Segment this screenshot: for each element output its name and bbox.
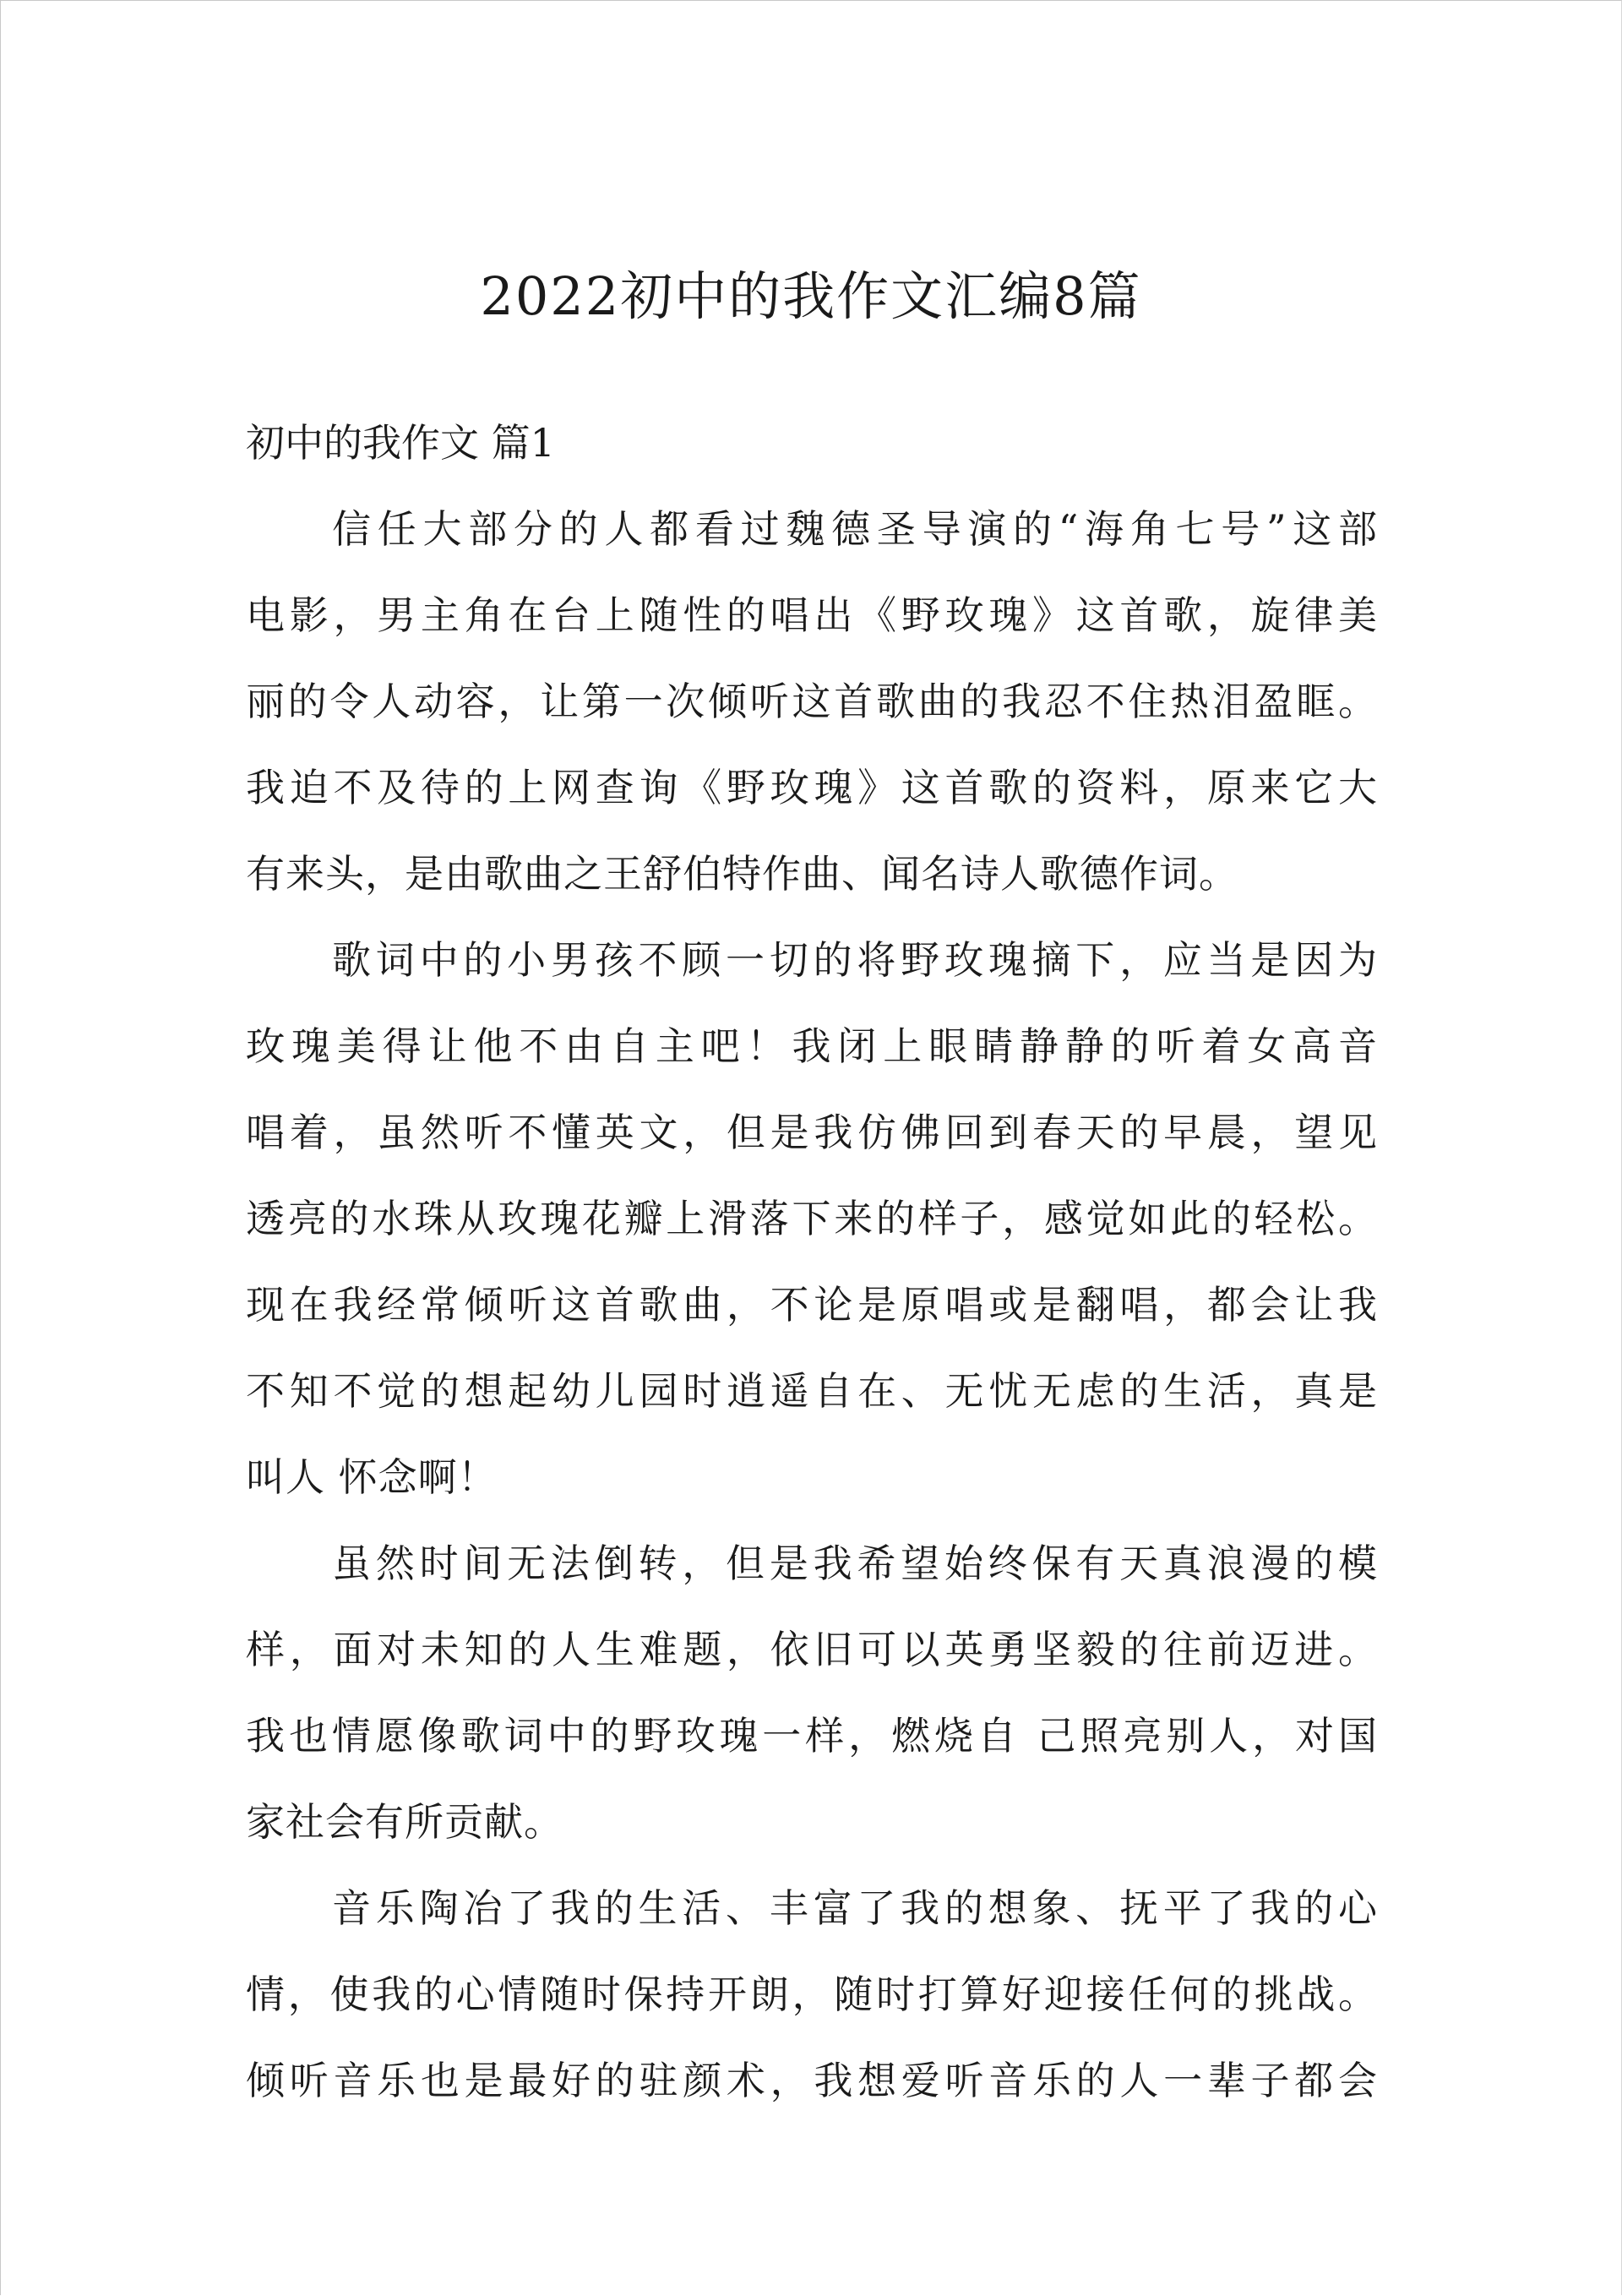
paragraph-4 (246, 1865, 1378, 2124)
paragraph-line: 叫人 怀念啊！ (246, 1454, 498, 1500)
paragraph-line: 信任大部分的人都看过魏德圣导演的“海角七号”这部 (332, 506, 1378, 552)
paragraph-line: 我也情愿像歌词中的野玫瑰一样，燃烧自 己照亮别人，对国 (246, 1713, 1378, 1759)
paragraph-line: 现在我经常倾听这首歌曲，不论是原唱或是翻唱，都会让我 (246, 1282, 1378, 1328)
paragraph-line: 电影，男主角在台上随性的唱出《野玫瑰》这首歌，旋律美 (246, 592, 1378, 638)
paragraph-line: 有来头，是由歌曲之王舒伯特作曲、闻名诗人歌德作词。 (246, 851, 1238, 897)
paragraph-line: 我迫不及待的上网查询《野玫瑰》这首歌的资料，原来它大 (246, 765, 1378, 810)
paragraph-3 (246, 1520, 1378, 1865)
document-body (246, 400, 1378, 2124)
section-heading: 初中的我作文 篇1 (246, 420, 555, 466)
paragraph-line: 歌词中的小男孩不顾一切的将野玫瑰摘下，应当是因为 (332, 937, 1378, 983)
paragraph-line: 透亮的水珠从玫瑰花瓣上滑落下来的样子，感觉如此的轻松。 (246, 1196, 1378, 1241)
document-title: 2022初中的我作文汇编8篇 (480, 265, 1142, 327)
paragraph-line: 倾听音乐也是最好的驻颜术，我想爱听音乐的人一辈子都会 (246, 2058, 1378, 2103)
paragraph-line: 玫瑰美得让他不由自主吧！我闭上眼睛静静的听着女高音 (246, 1023, 1378, 1069)
paragraph-line: 样，面对未知的人生难题，依旧可以英勇坚毅的往前迈进。 (246, 1627, 1378, 1672)
paragraph-2 (246, 917, 1378, 1520)
paragraph-1 (246, 486, 1378, 917)
paragraph-line: 虽然时间无法倒转，但是我希望始终保有天真浪漫的模 (332, 1541, 1378, 1586)
paragraph-line: 家社会有所贡献。 (246, 1799, 563, 1845)
paragraph-line: 丽的令人动容，让第一次倾听这首歌曲的我忍不住热泪盈眶。 (246, 679, 1378, 724)
paragraph-line: 唱着，虽然听不懂英文，但是我仿佛回到春天的早晨，望见 (246, 1110, 1378, 1155)
paragraph-line: 不知不觉的想起幼儿园时逍遥自在、无忧无虑的生活，真是 (246, 1368, 1378, 1414)
paragraph-line: 情，使我的心情随时保持开朗，随时打算好迎接任何的挑战。 (246, 1972, 1378, 2017)
paragraph-line: 音乐陶冶了我的生活、丰富了我的想象、抚平了我的心 (332, 1885, 1378, 1931)
